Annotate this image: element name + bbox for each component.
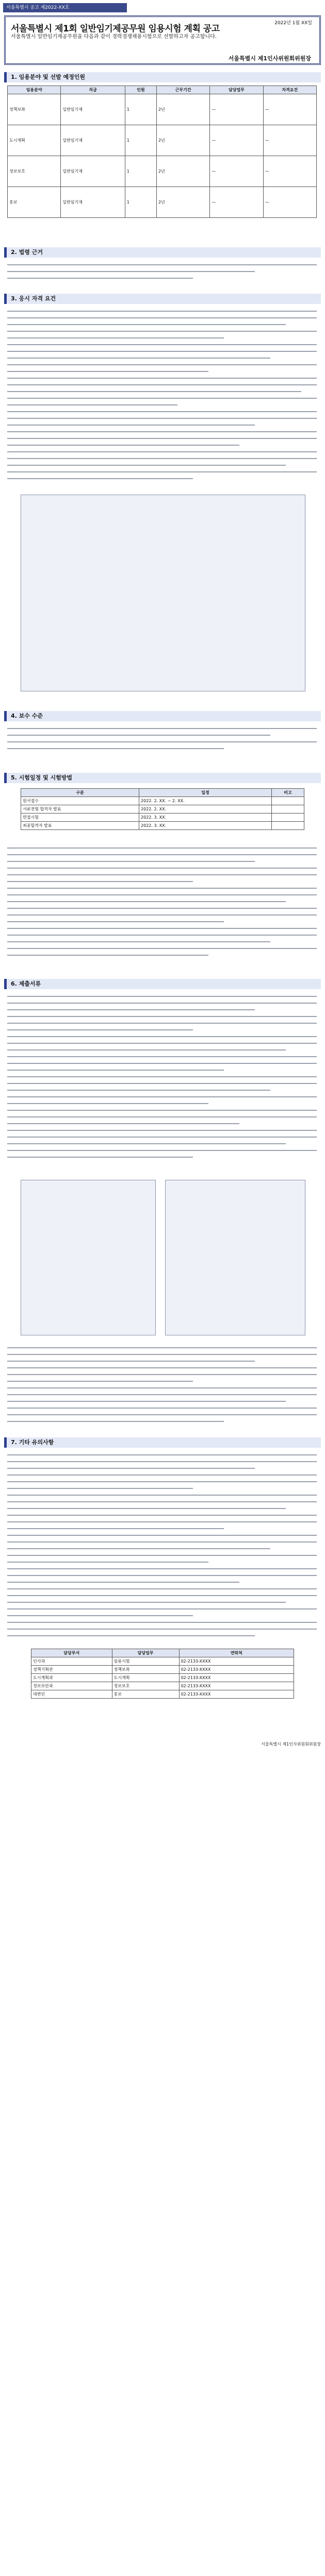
table-cell: — <box>210 125 263 156</box>
website-screenshot-image <box>21 1180 156 1335</box>
table-cell: — <box>210 156 263 187</box>
section-title: 1. 임용분야 및 선발 예정인원 <box>4 72 321 82</box>
table-cell: 일반임기제 <box>61 156 125 187</box>
table-cell: 02-2133-XXXX <box>179 1657 294 1666</box>
table-cell: 일반임기제 <box>61 125 125 156</box>
contact-table <box>31 1649 294 1699</box>
table-cell: 대변인 <box>31 1690 112 1699</box>
table-cell: 1 <box>125 125 156 156</box>
table-header: 담당부서 <box>31 1649 112 1657</box>
section-title: 7. 기타 유의사항 <box>4 1437 321 1448</box>
footer-note: 서울특별시 제1인사위원회위원장 <box>261 1742 321 1747</box>
table-cell: — <box>263 94 316 125</box>
table-header: 연락처 <box>179 1649 294 1657</box>
table-header: 비고 <box>271 789 304 797</box>
table-header: 일정 <box>139 789 272 797</box>
table-cell: 도시계획 <box>112 1674 179 1682</box>
table-cell: 2년 <box>156 94 209 125</box>
table-cell: 면접시험 <box>21 814 139 822</box>
section-body <box>7 1452 317 1639</box>
table-cell: 02-2133-XXXX <box>179 1690 294 1699</box>
table-header: 직급 <box>61 86 125 94</box>
section-body <box>7 725 317 752</box>
table-cell: 도시계획과 <box>31 1674 112 1682</box>
table-header: 담당업무 <box>112 1649 179 1657</box>
schedule-table <box>21 788 304 830</box>
table-cell: 인사과 <box>31 1657 112 1666</box>
table-header: 임용분야 <box>8 86 61 94</box>
table-cell: 홍보 <box>112 1690 179 1699</box>
table-header: 자격요건 <box>263 86 316 94</box>
table-cell: 정책보좌 <box>112 1666 179 1674</box>
table-cell: 2022. 2. XX. ~ 2. XX. <box>139 797 272 805</box>
table-cell: 02-2133-XXXX <box>179 1666 294 1674</box>
table-cell: 02-2133-XXXX <box>179 1682 294 1690</box>
table-cell: 2022. 2. XX. <box>139 805 272 814</box>
table-cell: 일반임기제 <box>61 94 125 125</box>
notice-badge: 서울특별시 공고 제2022-XX호 <box>3 3 127 12</box>
section-body <box>7 1345 317 1425</box>
table-cell <box>271 822 304 830</box>
issuer: 서울특별시 제1인사위원회위원장 <box>228 55 311 62</box>
table-cell <box>271 797 304 805</box>
notice-date: 2022년 1월 XX일 <box>274 21 312 26</box>
table-cell <box>271 814 304 822</box>
table-cell <box>271 805 304 814</box>
table-cell: — <box>263 125 316 156</box>
table-cell: — <box>210 94 263 125</box>
qualification-table-image <box>21 495 305 691</box>
table-cell: — <box>263 156 316 187</box>
table-cell: 정보보호 <box>8 156 61 187</box>
table-cell: 02-2133-XXXX <box>179 1674 294 1682</box>
section-title: 2. 법령 근거 <box>4 247 321 258</box>
table-cell: 정보보안과 <box>31 1682 112 1690</box>
section-body <box>7 308 317 482</box>
table-cell: — <box>210 187 263 218</box>
section-body <box>7 262 317 282</box>
title-box <box>4 15 321 65</box>
table-header: 인원 <box>125 86 156 94</box>
table-header: 구분 <box>21 789 139 797</box>
table-cell: 홍보 <box>8 187 61 218</box>
page-title: 서울특별시 제1회 일반임기제공무원 임용시험 계획 공고 <box>11 24 220 34</box>
table-cell: 정책기획관 <box>31 1666 112 1674</box>
table-header: 근무기간 <box>156 86 209 94</box>
section-body <box>7 993 317 1161</box>
section-title: 3. 응시 자격 요건 <box>4 294 321 304</box>
section-title: 4. 보수 수준 <box>4 711 321 721</box>
section-body <box>7 845 317 959</box>
table-cell: 정보보호 <box>112 1682 179 1690</box>
table-cell: 정책보좌 <box>8 94 61 125</box>
table-cell: 2022. 3. XX. <box>139 822 272 830</box>
table-cell: 서류전형 합격자 발표 <box>21 805 139 814</box>
table-cell: 일반임기제 <box>61 187 125 218</box>
table-cell: 2년 <box>156 187 209 218</box>
table-cell: 1 <box>125 187 156 218</box>
table-cell: 1 <box>125 156 156 187</box>
table-cell: 원서접수 <box>21 797 139 805</box>
table-cell: 도시계획 <box>8 125 61 156</box>
table-header: 담당업무 <box>210 86 263 94</box>
table-cell: 2년 <box>156 125 209 156</box>
table-cell: 2년 <box>156 156 209 187</box>
table-cell: 최종합격자 발표 <box>21 822 139 830</box>
section-title: 6. 제출서류 <box>4 979 321 989</box>
table-cell: 임용시험 <box>112 1657 179 1666</box>
page-subtitle: 서울특별시 일반임기제공무원을 다음과 같이 경력경쟁채용시험으로 선발하고자 공고합니다. <box>11 34 217 40</box>
section-title: 5. 시험일정 및 시험방법 <box>4 773 321 783</box>
recruitment-table <box>7 86 317 218</box>
table-cell: — <box>263 187 316 218</box>
table-cell: 1 <box>125 94 156 125</box>
website-screenshot-image <box>165 1180 305 1335</box>
table-cell: 2022. 3. XX. <box>139 814 272 822</box>
